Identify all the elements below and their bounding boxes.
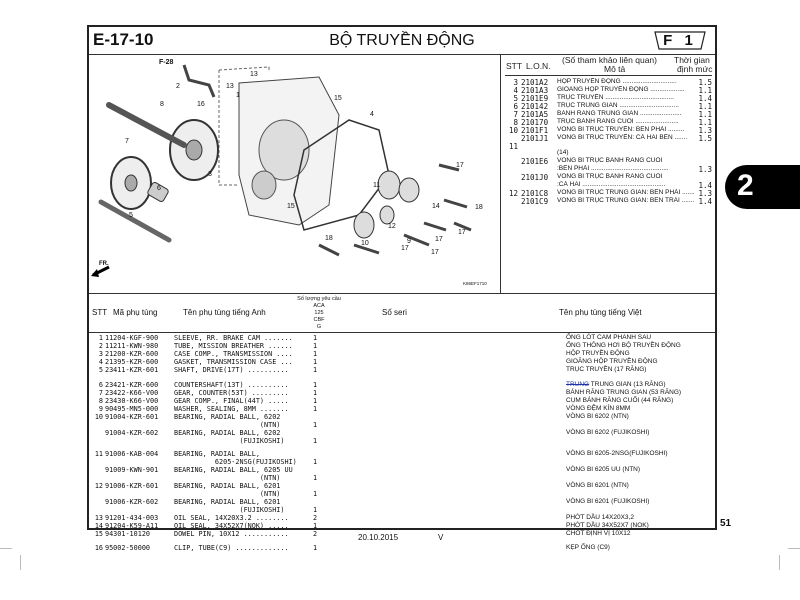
callout-17e: 17 [431, 249, 439, 256]
crop-mark [20, 555, 21, 570]
crop-mark [0, 548, 12, 549]
col-stt: STT [92, 308, 108, 317]
col-part-no: Mã phụ tùng [113, 308, 158, 317]
callout-17a: 17 [456, 162, 464, 169]
ref-row: (14) [557, 149, 569, 156]
ref-header-time1: Thời gian [674, 55, 710, 65]
frame-badge [653, 30, 707, 51]
callout-6: 6 [157, 185, 161, 192]
ref-header-stt: STT [506, 61, 523, 71]
callout-front: FR. [99, 261, 109, 267]
callout-3: 3 [208, 171, 212, 178]
ref-row: 12 2101C8 VÒNG BI TRỤC TRUNG GIAN: BÊN PHẢI ....... 1.3 [508, 189, 712, 198]
ref-header-time2: định mức [677, 64, 713, 74]
ref-row: :CẢ HAI .............................................. 1.4 [557, 181, 712, 190]
exploded-diagram [89, 55, 501, 293]
section-code: E-17-10 [93, 30, 154, 49]
callout-7: 7 [125, 138, 129, 145]
page-header [89, 27, 715, 55]
ref-row: 7 2101A5 BÁNH RĂNG TRUNG GIAN ....................... 1.1 [513, 110, 712, 119]
ref-divider [505, 75, 712, 76]
col-qty: Số lượng yêu cầu ACA 125 CBF G [297, 296, 341, 330]
reference-table [502, 55, 715, 293]
col-name-vn: Tên phụ tùng tiếng Việt [559, 308, 642, 317]
ref-row: 2101E6 VÒNG BI TRỤC BÁNH RĂNG CUỐI [521, 157, 663, 166]
ref-header-lon: L.O.N. [526, 61, 551, 71]
ref-row: 3 2101A2 HỘP TRUYỀN ĐỘNG .............................. 1.5 [513, 78, 712, 87]
callout-9: 9 [407, 238, 411, 245]
parts-catalog-page: E-17-10 BỘ TRUYỀN ĐỘNG F 1 F-28 2 13 1 13 16 8 15 4 7 3 17 11 6 15 14 18 5 17 17 12 9 18 10 17 17 FR. K86EF1710 STT L.O.N. (Số tham khảo liên quan) Mô tả Thời gian định mức 3 2101A2 HỘP TRUYỀN ĐỘNG .............................. 1.5 4 2101A3 GIOĂNG HỘP TRUYỀN ĐỘNG ................... 1.1 5 2101E9 TRỤC TRUYỀN ...................................... 1.4 6 210142 TRỤC TRUNG GIAN ................................. 1.1 7 2101A5 BÁNH RĂNG TRUNG GIAN ....................... 1.1 8 210170 TRỤC BÁNH RĂNG CUỐI ........................ 1.1 10 2101F1 VÒNG BI TRỤC TRUYỀN: BÊN PHẢI ......... 1.3 2101J1 VÒNG BI TRỤC TRUYỀN: CẢ HAI BÊN ....... 1.5 11 (14) 2101E6 VÒNG BI TRỤC BÁNH RĂNG CUỐI :BÊN PHẢI ........................................... 1.3 2101J0 VÒNG BI TRỤC BÁNH RĂNG CUỐI :CẢ HAI .............................................. 1.4 12 2101C8 VÒNG BI TRỤC TRUNG GIAN: BÊN PHẢI ....... 1.3 2101C9 VÒNG BI TRỤC TRUNG GIAN: BÊN TRÁI ....... 1.4 STT Mã phụ tùng Tên phụ tùng tiếng Anh Số lượng yêu cầu ACA 125 CBF G Số seri Tên phụ tùng tiếng Việt 1 11204-KGF-900 SLEEVE, RR. BRAKE CAM ....... 1 ỐNG LÓT CAM PHANH SAU 2 11211-KWN-980 TUBE, MISSION BREATHER ...... 1 ỐNG THÔNG HƠI BỘ TRUYỀN ĐỘNG 3 21200-KZR-600 CASE COMP., TRANSMISSION .... 1 HỘP TRUYỀN ĐỘNG 4 21395-KZR-600 GASKET, TRANSMISSION CASE ... 1 GIOĂNG HỘP TRUYỀN ĐỘNG 5 23411-KZR-601 SHAFT, DRIVE(17T) .......... 1 TRỤC TRUYỀN (17 RĂNG) 6 23421-KZR-600 COUNTERSHAFT(13T) .......... 1 TRUNG TRUNG GIAN (13 RĂNG) 7 23422-K66-V00 GEAR, COUNTER(53T) ......... 1 BÁNH RĂNG TRUNG GIAN (53 RĂNG) 8 23430-K66-V00 GEAR COMP., FINAL(44T) ..... 1 CỤM BÁNH RĂNG CUỐI (44 RĂNG) 9 90495-MN5-000 WASHER, SEALING, 8MM ....... 1 VÒNG ĐỆM KÍN 8MM 10 91004-KZR-601 BEARING, RADIAL BALL, 6202 VÒNG BI 6202 (NTN) (NTN) 1 91004-KZR-602 BEARING, RADIAL BALL, 6202 VÒNG BI 6202 (FUJIKOSHI) (FUJIKOSHI) 1 11 91006-KAB-004 BEARING, RADIAL BALL, VÒNG BI 6205-2NSG(FUJIKOSHI) 6205-2NSG(FUJIKOSHI) 1 91009-KWN-901 BEARING, RADIAL BALL, 6205 UU VÒNG BI 6205 UU (NTN) (NTN) 1 12 91006-KZR-601 BEARING, RADIAL BALL, 6201 VÒNG BI 6201 (NTN) (NTN) 1 91006-KZR-602 BEARING, RADIAL BALL, 6201 VÒNG BI 6201 (FUJIKOSHI) (FUJIKOSHI) 1 13 91201-434-003 OIL SEAL, 14X20X3.2 ........ 2 PHỚT DẦU 14X20X3,2 14 91204-K59-A11 OIL SEAL, 34X52X7(NOK) ..... 1 PHỚT DẦU 34X52X7 (NOK) 15 94301-10120 DOWEL PIN, 10X12 ........... 2 CHỐT ĐỊNH VỊ 10X12 16 95002-50000 CLIP, TUBE(C9) ............. 1 KẸP ỐNG (C9) [87, 25, 717, 530]
col-serial: Số seri [382, 308, 407, 317]
callout-1: 1 [236, 92, 240, 99]
callout-17b: 17 [458, 229, 466, 236]
callout-17c: 17 [435, 236, 443, 243]
ref-header-desc2: Mô tả [604, 64, 626, 74]
diagram-code: K86EF1710 [463, 281, 487, 286]
ref-row: 4 2101A3 GIOĂNG HỘP TRUYỀN ĐỘNG ................... 1.1 [513, 86, 712, 95]
ref-row: 10 2101F1 VÒNG BI TRỤC TRUYỀN: BÊN PHẢI ......... 1.3 [508, 126, 712, 135]
col-name-en: Tên phụ tùng tiếng Anh [183, 308, 266, 317]
callout-11: 11 [373, 182, 381, 189]
footer-version: V [438, 533, 444, 542]
callout-15b: 15 [287, 203, 295, 210]
callout-12: 12 [388, 223, 396, 230]
callout-17d: 17 [401, 245, 409, 252]
callout-2: 2 [176, 83, 180, 90]
callout-13a: 13 [226, 83, 234, 90]
strikethrough-text: TRUNG [566, 381, 590, 388]
ref-row: 2101J1 VÒNG BI TRỤC TRUYỀN: CẢ HAI BÊN ....... 1.5 [521, 134, 712, 143]
ref-row: :BÊN PHẢI ........................................... 1.3 [557, 165, 712, 174]
callout-f28: F-28 [159, 59, 174, 66]
callout-4: 4 [370, 111, 374, 118]
page-number: 51 [720, 518, 732, 529]
badge-label: F 1 [663, 32, 697, 49]
ref-row: 2101C9 VÒNG BI TRỤC TRUNG GIAN: BÊN TRÁI ....... 1.4 [521, 197, 712, 206]
callout-13b: 13 [250, 71, 258, 78]
ref-row: 8 210170 TRỤC BÁNH RĂNG CUỐI ........................ 1.1 [513, 118, 712, 127]
ref-row: 6 210142 TRỤC TRUNG GIAN ................................. 1.1 [513, 102, 712, 111]
section-tab-number: 2 [737, 169, 754, 202]
ref-header-desc1: (Số tham khảo liên quan) [562, 55, 657, 65]
page-title: BỘ TRUYỀN ĐỘNG [329, 32, 475, 49]
ref-row: 11 [508, 142, 518, 151]
transmission-diagram-icon [89, 55, 501, 293]
callout-10: 10 [361, 240, 369, 247]
ref-row: 2101J0 VÒNG BI TRỤC BÁNH RĂNG CUỐI [521, 173, 663, 182]
section-tab [725, 165, 800, 209]
crop-mark [788, 548, 800, 549]
callout-18b: 18 [325, 235, 333, 242]
callout-16: 16 [197, 101, 205, 108]
callout-15a: 15 [334, 95, 342, 102]
ref-row: 5 2101E9 TRỤC TRUYỀN ...................................... 1.4 [513, 94, 712, 103]
callout-14: 14 [432, 203, 440, 210]
callout-18a: 18 [475, 204, 483, 211]
callout-5: 5 [129, 212, 133, 219]
crop-mark [779, 555, 780, 570]
parts-table-header [89, 293, 715, 333]
callout-8: 8 [160, 101, 164, 108]
footer-date: 20.10.2015 [358, 533, 399, 542]
